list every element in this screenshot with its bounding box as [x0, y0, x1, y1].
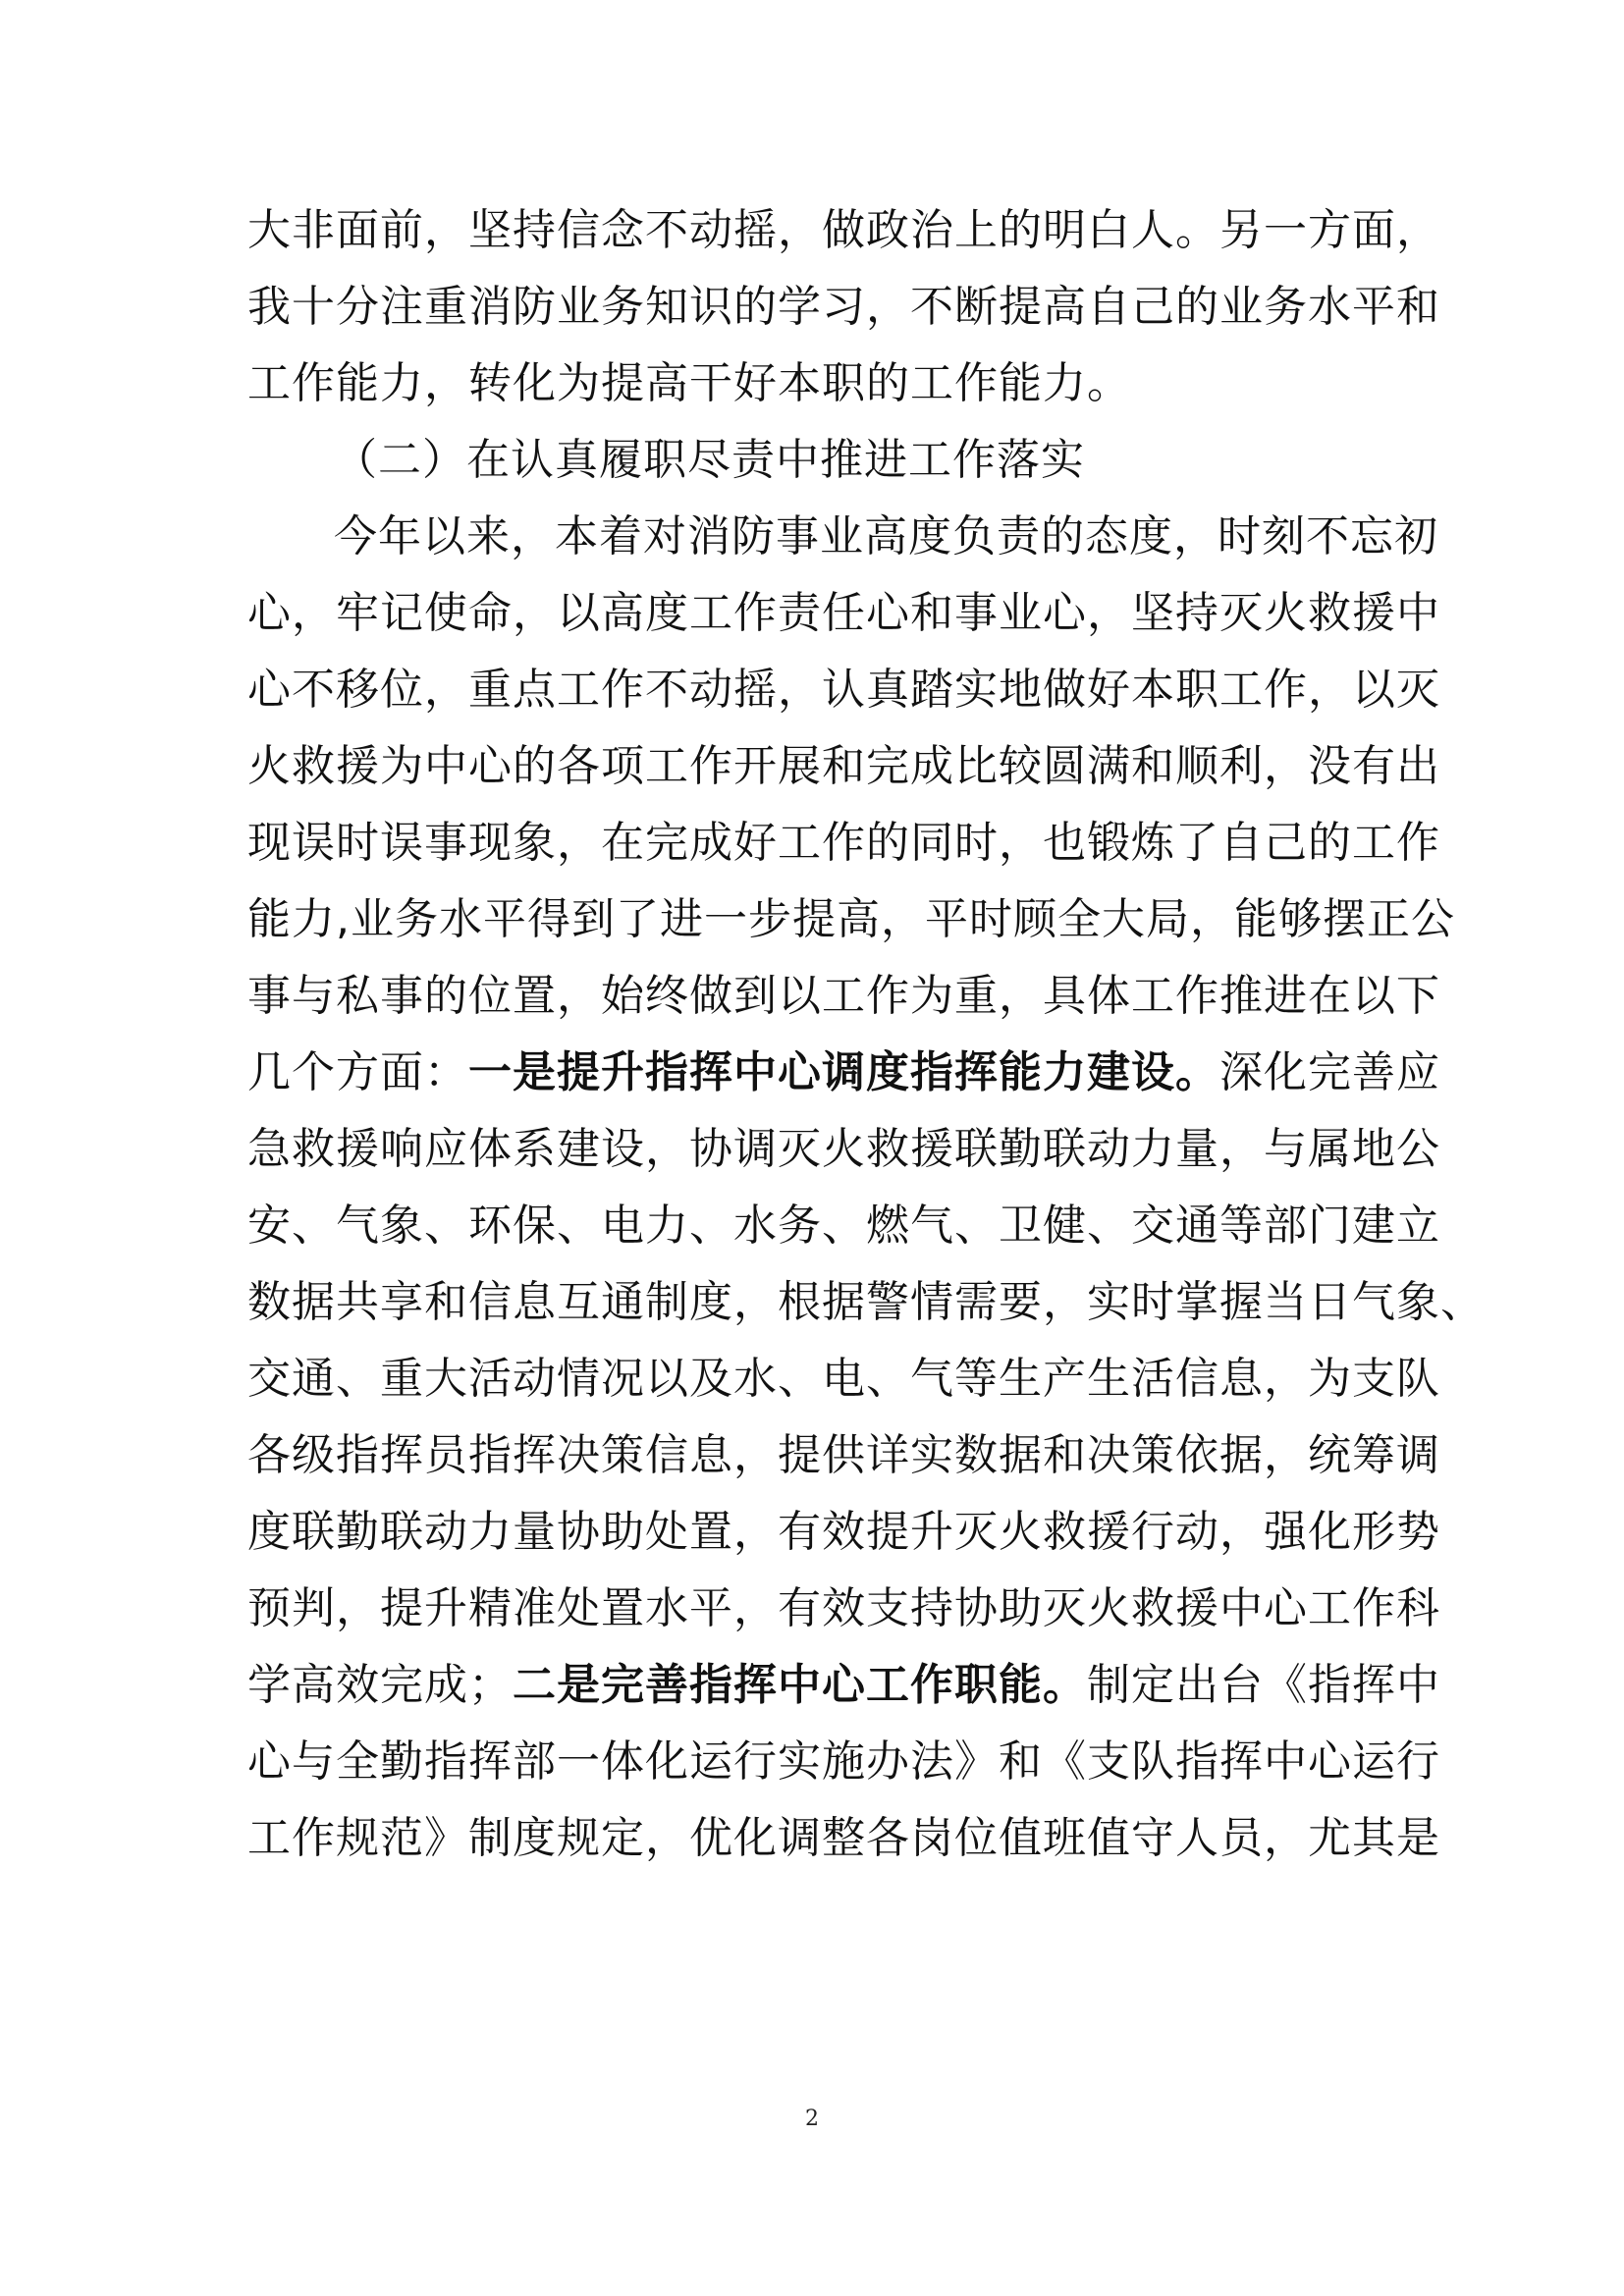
text-line	[247, 1197, 1440, 1255]
text-line	[247, 814, 1440, 873]
text-line	[247, 967, 1440, 1026]
text-segment: 急救援响应体系建设，协调灭火救援联勤联动力量，与属地公	[247, 1124, 1440, 1174]
text-segment: 制定出台《指挥中	[1087, 1660, 1440, 1710]
text-segment: 火救援为中心的各项工作开展和完成比较圆满和顺利，没有出	[247, 741, 1440, 791]
text-segment: 安、气象、环保、电力、水务、燃气、卫健、交通等部门建立	[247, 1201, 1440, 1251]
bold-phrase: 一是提升指挥中心调度指挥能力建设。	[468, 1047, 1219, 1097]
section-heading	[334, 431, 1085, 490]
text-segment: 工作规范》制度规定，优化调整各岗位值班值守人员，尤其是	[247, 1813, 1440, 1863]
text-line	[247, 201, 1440, 260]
text-segment: 心与全勤指挥部一体化运行实施办法》和《支队指挥中心运行	[247, 1736, 1440, 1787]
text-line	[247, 1809, 1440, 1868]
text-segment: 深化完善应	[1219, 1047, 1440, 1097]
text-line	[247, 278, 1440, 337]
text-segment: 各级指挥员指挥决策信息，提供详实数据和决策依据，统筹调	[247, 1430, 1440, 1480]
text-segment: 心，牢记使命，以高度工作责任心和事业心，坚持灭火救援中	[247, 588, 1440, 638]
text-segment: 我十分注重消防业务知识的学习，不断提高自己的业务水平和	[247, 282, 1440, 332]
text-line	[247, 1656, 1440, 1715]
text-segment: 预判，提升精准处置水平，有效支持协助灭火救援中心工作科	[247, 1583, 1440, 1633]
text-segment: 现误时误事现象，在完成好工作的同时，也锻炼了自己的工作	[247, 818, 1440, 868]
text-line	[247, 1426, 1440, 1485]
text-segment: 大非面前，坚持信念不动摇，做政治上的明白人。另一方面，	[247, 205, 1440, 255]
bold-phrase: 二是完善指挥中心工作职能。	[513, 1660, 1087, 1710]
text-segment: 工作能力，转化为提高干好本职的工作能力。	[247, 358, 1131, 408]
text-line	[247, 354, 1131, 413]
text-line	[247, 1733, 1440, 1791]
text-segment: 交通、重大活动情况以及水、电、气等生产生活信息，为支队	[247, 1354, 1440, 1404]
text-segment: （二）在认真履职尽责中推进工作落实	[334, 435, 1085, 485]
text-line	[247, 584, 1440, 643]
text-line	[247, 737, 1440, 796]
text-segment: 今年以来，本着对消防事业高度负责的态度，时刻不忘初	[334, 511, 1438, 561]
text-segment: 几个方面：	[247, 1047, 468, 1097]
text-line	[247, 890, 1455, 949]
text-segment: 度联勤联动力量协助处置，有效提升灭火救援行动，强化形势	[247, 1507, 1440, 1557]
text-segment: 心不移位，重点工作不动摇，认真踏实地做好本职工作，以灭	[247, 665, 1440, 715]
text-segment: 数据共享和信息互通制度，根据警情需要，实时掌握当日气象、	[247, 1277, 1485, 1327]
text-line	[247, 1273, 1485, 1332]
text-line	[247, 1043, 1440, 1102]
text-segment: 事与私事的位置，始终做到以工作为重，具体工作推进在以下	[247, 971, 1440, 1021]
page-number: 2	[805, 2107, 819, 2131]
text-line	[247, 661, 1440, 720]
text-line	[247, 1579, 1440, 1638]
text-line	[247, 1503, 1440, 1562]
text-segment: 学高效完成；	[247, 1660, 513, 1710]
text-segment: 能力,业务水平得到了进一步提高，平时顾全大局，能够摆正公	[247, 894, 1455, 944]
text-line	[334, 507, 1438, 566]
text-line	[247, 1120, 1440, 1179]
text-line	[247, 1350, 1440, 1409]
